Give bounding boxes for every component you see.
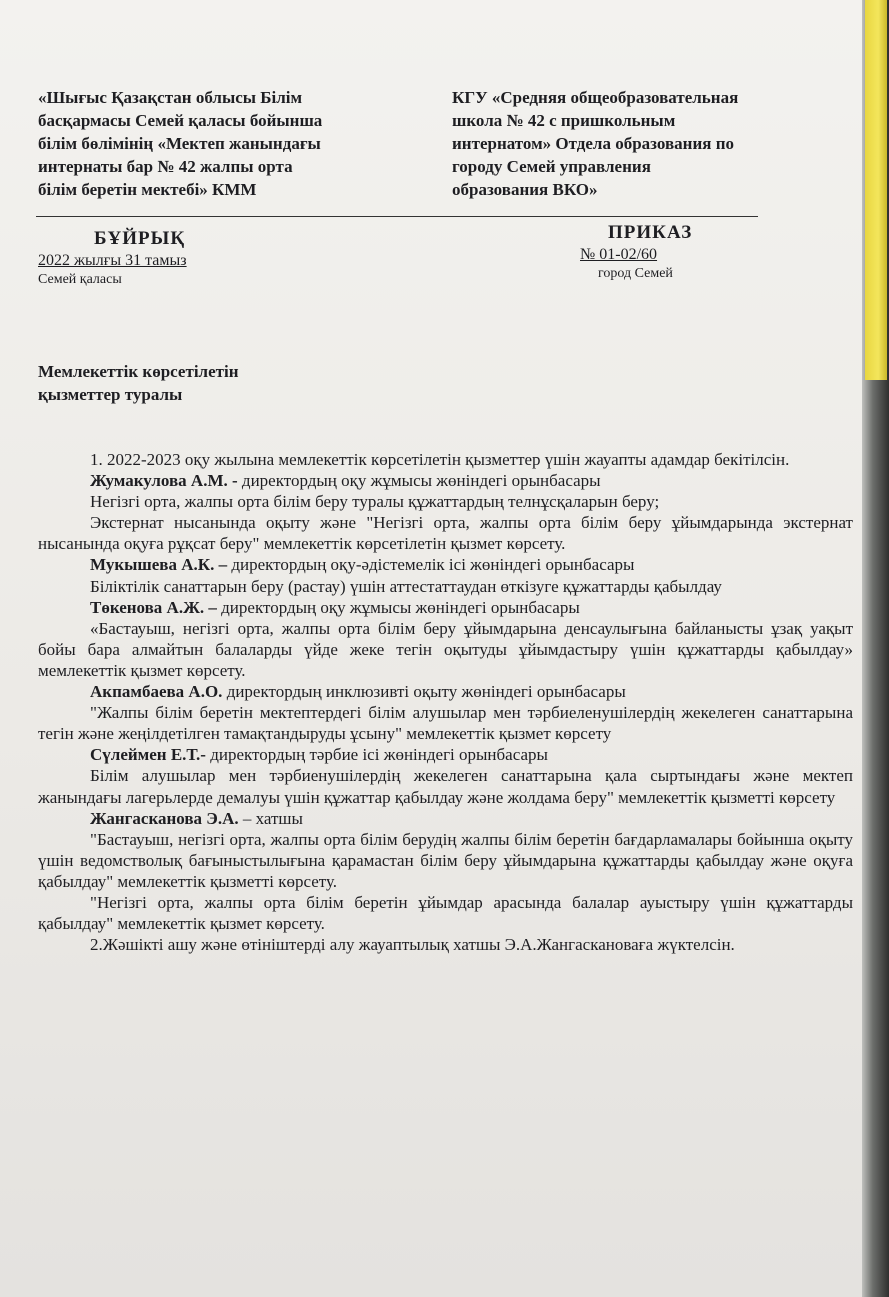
subject-line: Мемлекеттік көрсетілетін <box>38 362 239 381</box>
person-heading <box>38 597 853 618</box>
item-2: 2.Жәшікті ашу және өтініштерді алу жауаптылық хатшы Э.А.Жангаскановаға жүктелсін. <box>90 935 735 955</box>
yellow-folder-tab <box>865 0 887 380</box>
header-kz-line: «Шығыс Қазақстан облысы Білім <box>38 88 303 107</box>
service-text: Экстернат нысанында оқыту және "Негізгі орта, жалпы орта білім беру ұйымдарында экстернат нысанында оқуға рұқсат беру" мемлекеттік көрсетілетін қызмет көрсету. <box>38 513 853 554</box>
person-heading <box>38 744 853 765</box>
person-heading <box>38 808 853 829</box>
header-kz-line: басқармасы Семей қаласы бойынша <box>38 111 323 130</box>
order-city-kz: Семей қаласы <box>38 272 122 287</box>
item-1: 1. 2022-2023 оқу жылына мемлекеттік көрсетілетін қызметтер үшін жауапты адамдар бекітілсін. <box>90 450 790 469</box>
service-text: "Негізгі орта, жалпы орта білім беретін ұйымдар арасында балалар ауыстыру үшін құжаттарды қабылдау" мемлекеттік қызмет көрсету. <box>38 892 853 934</box>
person-name: Мукышева А.К. – <box>90 555 228 575</box>
person-role: директордың инклюзивті оқыту жөніндегі орынбасары <box>222 682 626 702</box>
order-city-ru: город Семей <box>598 266 673 281</box>
person-role: директордың оқу жұмысы жөніндегі орынбасары <box>237 471 601 491</box>
header-divider <box>36 216 758 217</box>
order-number: № 01-02/60 <box>580 246 658 263</box>
person-name: Жангасканова Э.А. <box>90 808 239 828</box>
person-heading <box>38 681 853 702</box>
person-heading <box>38 554 853 575</box>
person-heading <box>38 470 853 491</box>
header-ru-line: КГУ «Средняя общеобразовательная <box>452 88 739 107</box>
header-ru-line: городу Семей управления <box>452 157 651 176</box>
order-block-russian <box>580 222 800 282</box>
person-name: Төкенова А.Ж. – <box>90 597 217 617</box>
order-date: 2022 жылғы 31 тамыз <box>38 252 187 269</box>
service-text: Негізгі орта, жалпы орта білім беру туралы құжаттардың телнұсқаларын беру; <box>90 492 660 512</box>
header-ru-line: школа № 42 с пришкольным <box>452 111 676 130</box>
header-kazakh <box>38 86 418 201</box>
person-role: – хатшы <box>238 808 303 828</box>
service-text: «Бастауыш, негізгі орта, жалпы орта білім беру ұйымдарына денсаулығына байланысты ұзақ уақыт бойы бара алмайтын балаларды үйде жеке тегін оқытуды ұйымдастыру үшін құжаттарды қабылдау» мемлекеттік қызмет көрсету. <box>38 618 853 680</box>
person-name: Жумакулова А.М. - <box>90 471 238 491</box>
order-block-kazakh <box>38 228 338 288</box>
person-name: Акпамбаева А.О. <box>90 682 223 702</box>
order-body <box>38 449 853 955</box>
header-ru-line: образования ВКО» <box>452 180 598 199</box>
service-text: Білім алушылар мен тәрбиенушілердің жекелеген санаттарына қала сыртындағы және мектеп жанындағы лагерьлерде демалуы үшін құжаттар қабылдау және жолдама беру" мемлекеттік қызметті көрсету <box>38 766 853 807</box>
person-role: директордың оқу-әдістемелік ісі жөніндегі орынбасары <box>227 555 635 575</box>
service-text: Біліктілік санаттарын беру (растау) үшін аттестаттаудан өткізуге құжаттарды қабылдау <box>90 576 722 596</box>
person-name: Сүлеймен Е.Т.- <box>90 745 206 765</box>
header-ru-line: интернатом» Отдела образования по <box>452 134 734 153</box>
order-title-ru: ПРИКАЗ <box>608 222 693 243</box>
order-title-kz: БҰЙРЫҚ <box>94 228 186 249</box>
header-kz-line: білім беретін мектебі» КММ <box>38 180 257 199</box>
header-kz-line: интернаты бар № 42 жалпы орта <box>38 157 293 176</box>
person-role: директордың тәрбие ісі жөніндегі орынбасары <box>205 745 548 765</box>
subject-line: қызметтер туралы <box>38 385 183 404</box>
service-text: "Жалпы білім беретін мектептердегі білім алушылар мен тәрбиеленушілердің жекелеген санаттарына тегін және жеңілдетілген тамақтандыруды ұсыну" мемлекеттік қызмет көрсету <box>38 703 853 744</box>
header-kz-line: білім бөлімінің «Мектеп жанындағы <box>38 134 321 153</box>
order-subject <box>38 360 438 406</box>
service-text: "Бастауыш, негізгі орта, жалпы орта білім берудің жалпы білім беретін бағдарламалары бойынша оқыту үшін ведомстволық бағыныстылығына қарамастан білім беру ұйымдарына құжаттарды қабылдау және оқуға қабылдау" мемлекеттік қызметті көрсету. <box>38 829 853 891</box>
person-role: директордың оқу жұмысы жөніндегі орынбасары <box>216 597 580 617</box>
header-russian <box>452 86 832 201</box>
